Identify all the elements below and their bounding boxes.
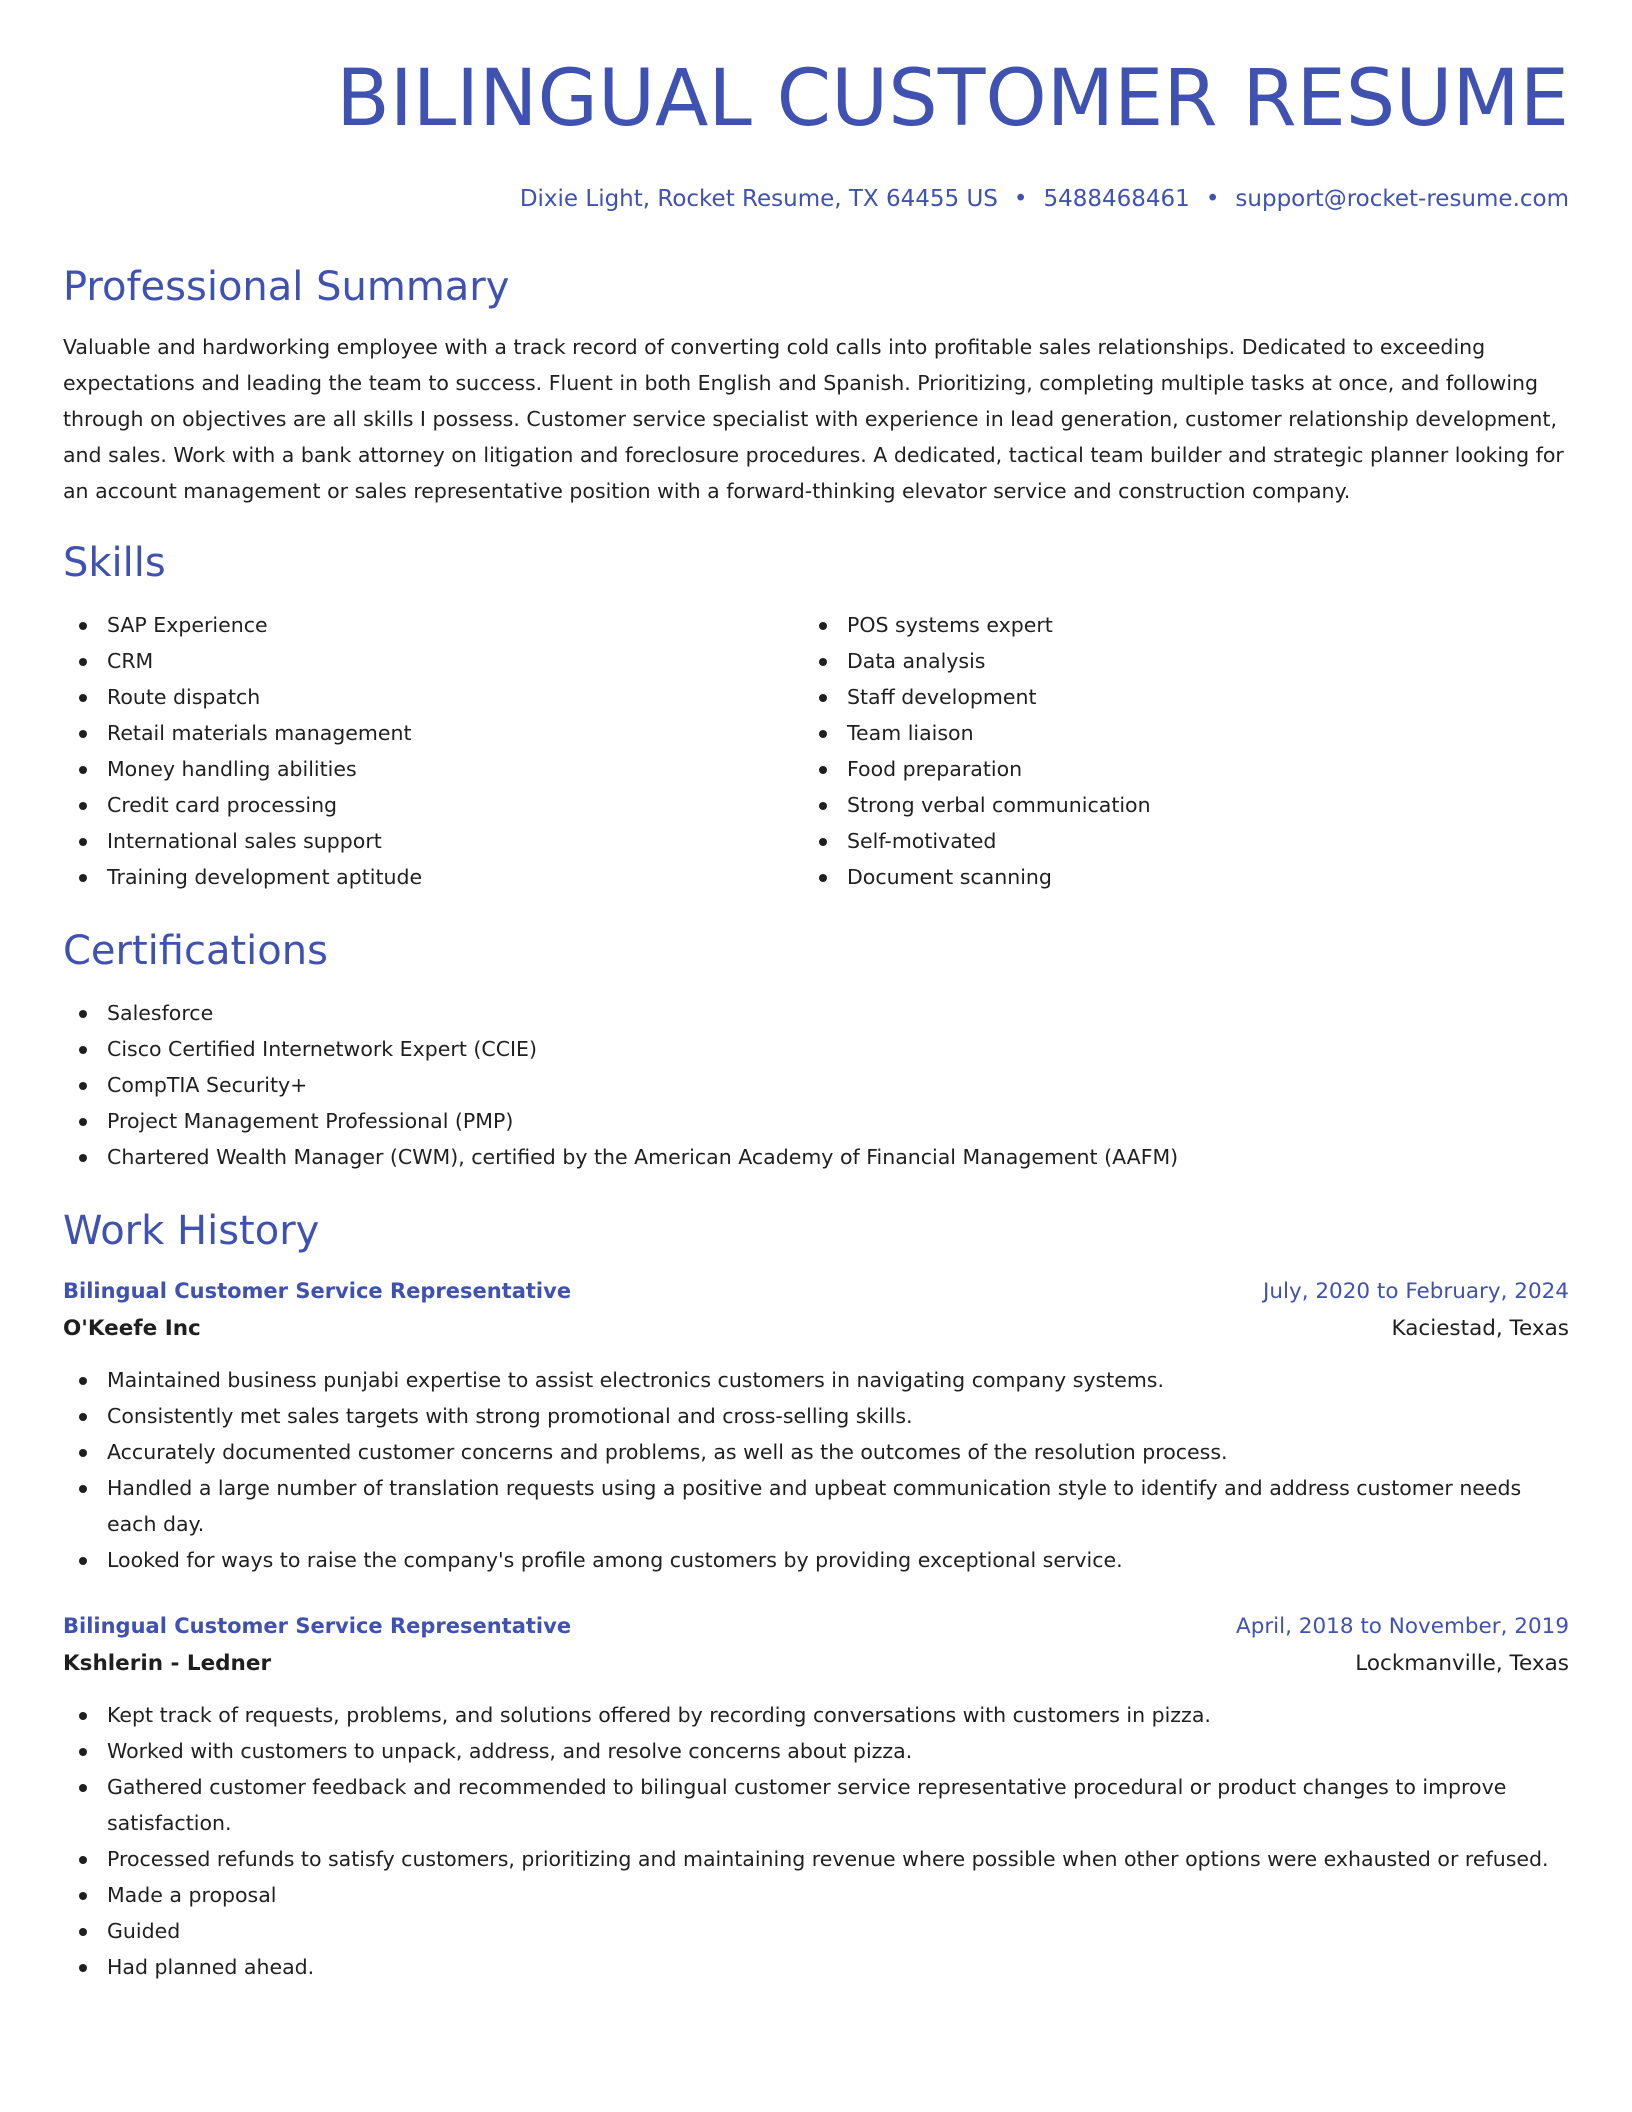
job-title: Bilingual Customer Service Representative — [63, 1614, 572, 1638]
contact-phone: 5488468461 — [1043, 186, 1190, 212]
skill-item: Credit card processing — [63, 787, 803, 823]
contact-email[interactable]: support@rocket-resume.com — [1235, 186, 1569, 212]
certification-item: Salesforce — [63, 995, 1569, 1031]
certification-item: Cisco Certified Internetwork Expert (CCIE) — [63, 1031, 1569, 1067]
job-bullet: Maintained business punjabi expertise to assist electronics customers in navigating company systems. — [63, 1362, 1569, 1398]
job-entry — [63, 1273, 1569, 1578]
job-bullet: Worked with customers to unpack, address, and resolve concerns about pizza. — [63, 1733, 1569, 1769]
job-dates: April, 2018 to November, 2019 — [1235, 1614, 1569, 1639]
contact-address: Dixie Light, Rocket Resume, TX 64455 US — [519, 186, 998, 212]
job-bullet: Guided — [63, 1913, 1569, 1949]
job-company: Kshlerin - Ledner — [63, 1651, 272, 1676]
job-bullet: Made a proposal — [63, 1877, 1569, 1913]
job-bullet: Processed refunds to satisfy customers, prioritizing and maintaining revenue where possible when other options were exhausted or refused. — [63, 1841, 1569, 1877]
skills-list — [63, 607, 1569, 895]
job-bullet: Handled a large number of translation requests using a positive and upbeat communication style to identify and address customer needs each day. — [63, 1470, 1569, 1542]
resume-title: BILINGUAL CUSTOMER RESUME — [336, 54, 1569, 144]
certifications-heading: Certifications — [63, 928, 328, 974]
job-header-row — [63, 1273, 1569, 1310]
skill-item: International sales support — [63, 823, 803, 859]
job-location: Lockmanville, Texas — [1355, 1651, 1569, 1676]
skills-column-left — [63, 607, 803, 895]
skill-item: Money handling abilities — [63, 751, 803, 787]
skill-item: POS systems expert — [803, 607, 1543, 643]
skill-item: CRM — [63, 643, 803, 679]
certification-item: Project Management Professional (PMP) — [63, 1103, 1569, 1139]
skill-item: SAP Experience — [63, 607, 803, 643]
skill-item: Self-motivated — [803, 823, 1543, 859]
certification-item: Chartered Wealth Manager (CWM), certified by the American Academy of Financial Management (AAFM) — [63, 1139, 1569, 1175]
skill-item: Team liaison — [803, 715, 1543, 751]
job-entry — [63, 1608, 1569, 1985]
work-history-heading: Work History — [63, 1208, 320, 1254]
skill-item: Strong verbal communication — [803, 787, 1543, 823]
job-company-row — [63, 1310, 1569, 1348]
contact-line — [63, 188, 1569, 211]
certification-item: CompTIA Security+ — [63, 1067, 1569, 1103]
skills-column-right — [803, 607, 1543, 895]
skills-heading: Skills — [63, 540, 166, 586]
job-bullets — [63, 1697, 1569, 1985]
contact-separator: • — [1205, 186, 1220, 212]
job-dates: July, 2020 to February, 2024 — [1263, 1279, 1569, 1304]
job-company-row — [63, 1645, 1569, 1683]
job-location: Kaciestad, Texas — [1391, 1316, 1569, 1341]
job-bullet: Gathered customer feedback and recommended to bilingual customer service representative procedural or product changes to improve satisfaction. — [63, 1769, 1569, 1841]
summary-heading: Professional Summary — [63, 264, 510, 310]
job-bullet: Kept track of requests, problems, and solutions offered by recording conversations with customers in pizza. — [63, 1697, 1569, 1733]
skill-item: Data analysis — [803, 643, 1543, 679]
contact-separator: • — [1013, 186, 1028, 212]
job-bullet: Looked for ways to raise the company's profile among customers by providing exceptional service. — [63, 1542, 1569, 1578]
certifications-list — [63, 995, 1569, 1175]
skill-item: Staff development — [803, 679, 1543, 715]
job-bullet: Accurately documented customer concerns and problems, as well as the outcomes of the resolution process. — [63, 1434, 1569, 1470]
job-title: Bilingual Customer Service Representative — [63, 1279, 572, 1303]
skill-item: Route dispatch — [63, 679, 803, 715]
job-header-row — [63, 1608, 1569, 1645]
skill-item: Retail materials management — [63, 715, 803, 751]
job-bullet: Had planned ahead. — [63, 1949, 1569, 1985]
summary-text: Valuable and hardworking employee with a track record of converting cold calls into profitable sales relationships. Dedicated to exceeding expectations and leading the team to success. Fluent in both English and Spanish. Prioritizing, completing multiple tasks at once, and following through on objectives are all skills I possess. Customer service specialist with experience in lead generation, customer relationship development, and sales. Work with a bank attorney on litigation and foreclosure procedures. A dedicated, tactical team builder and strategic planner looking for an account management or sales representative position with a forward-thinking elevator service and construction company. — [63, 335, 1564, 503]
job-company: O'Keefe Inc — [63, 1316, 201, 1341]
skill-item: Food preparation — [803, 751, 1543, 787]
job-bullets — [63, 1362, 1569, 1578]
skill-item: Training development aptitude — [63, 859, 803, 895]
job-bullet: Consistently met sales targets with strong promotional and cross-selling skills. — [63, 1398, 1569, 1434]
skill-item: Document scanning — [803, 859, 1543, 895]
